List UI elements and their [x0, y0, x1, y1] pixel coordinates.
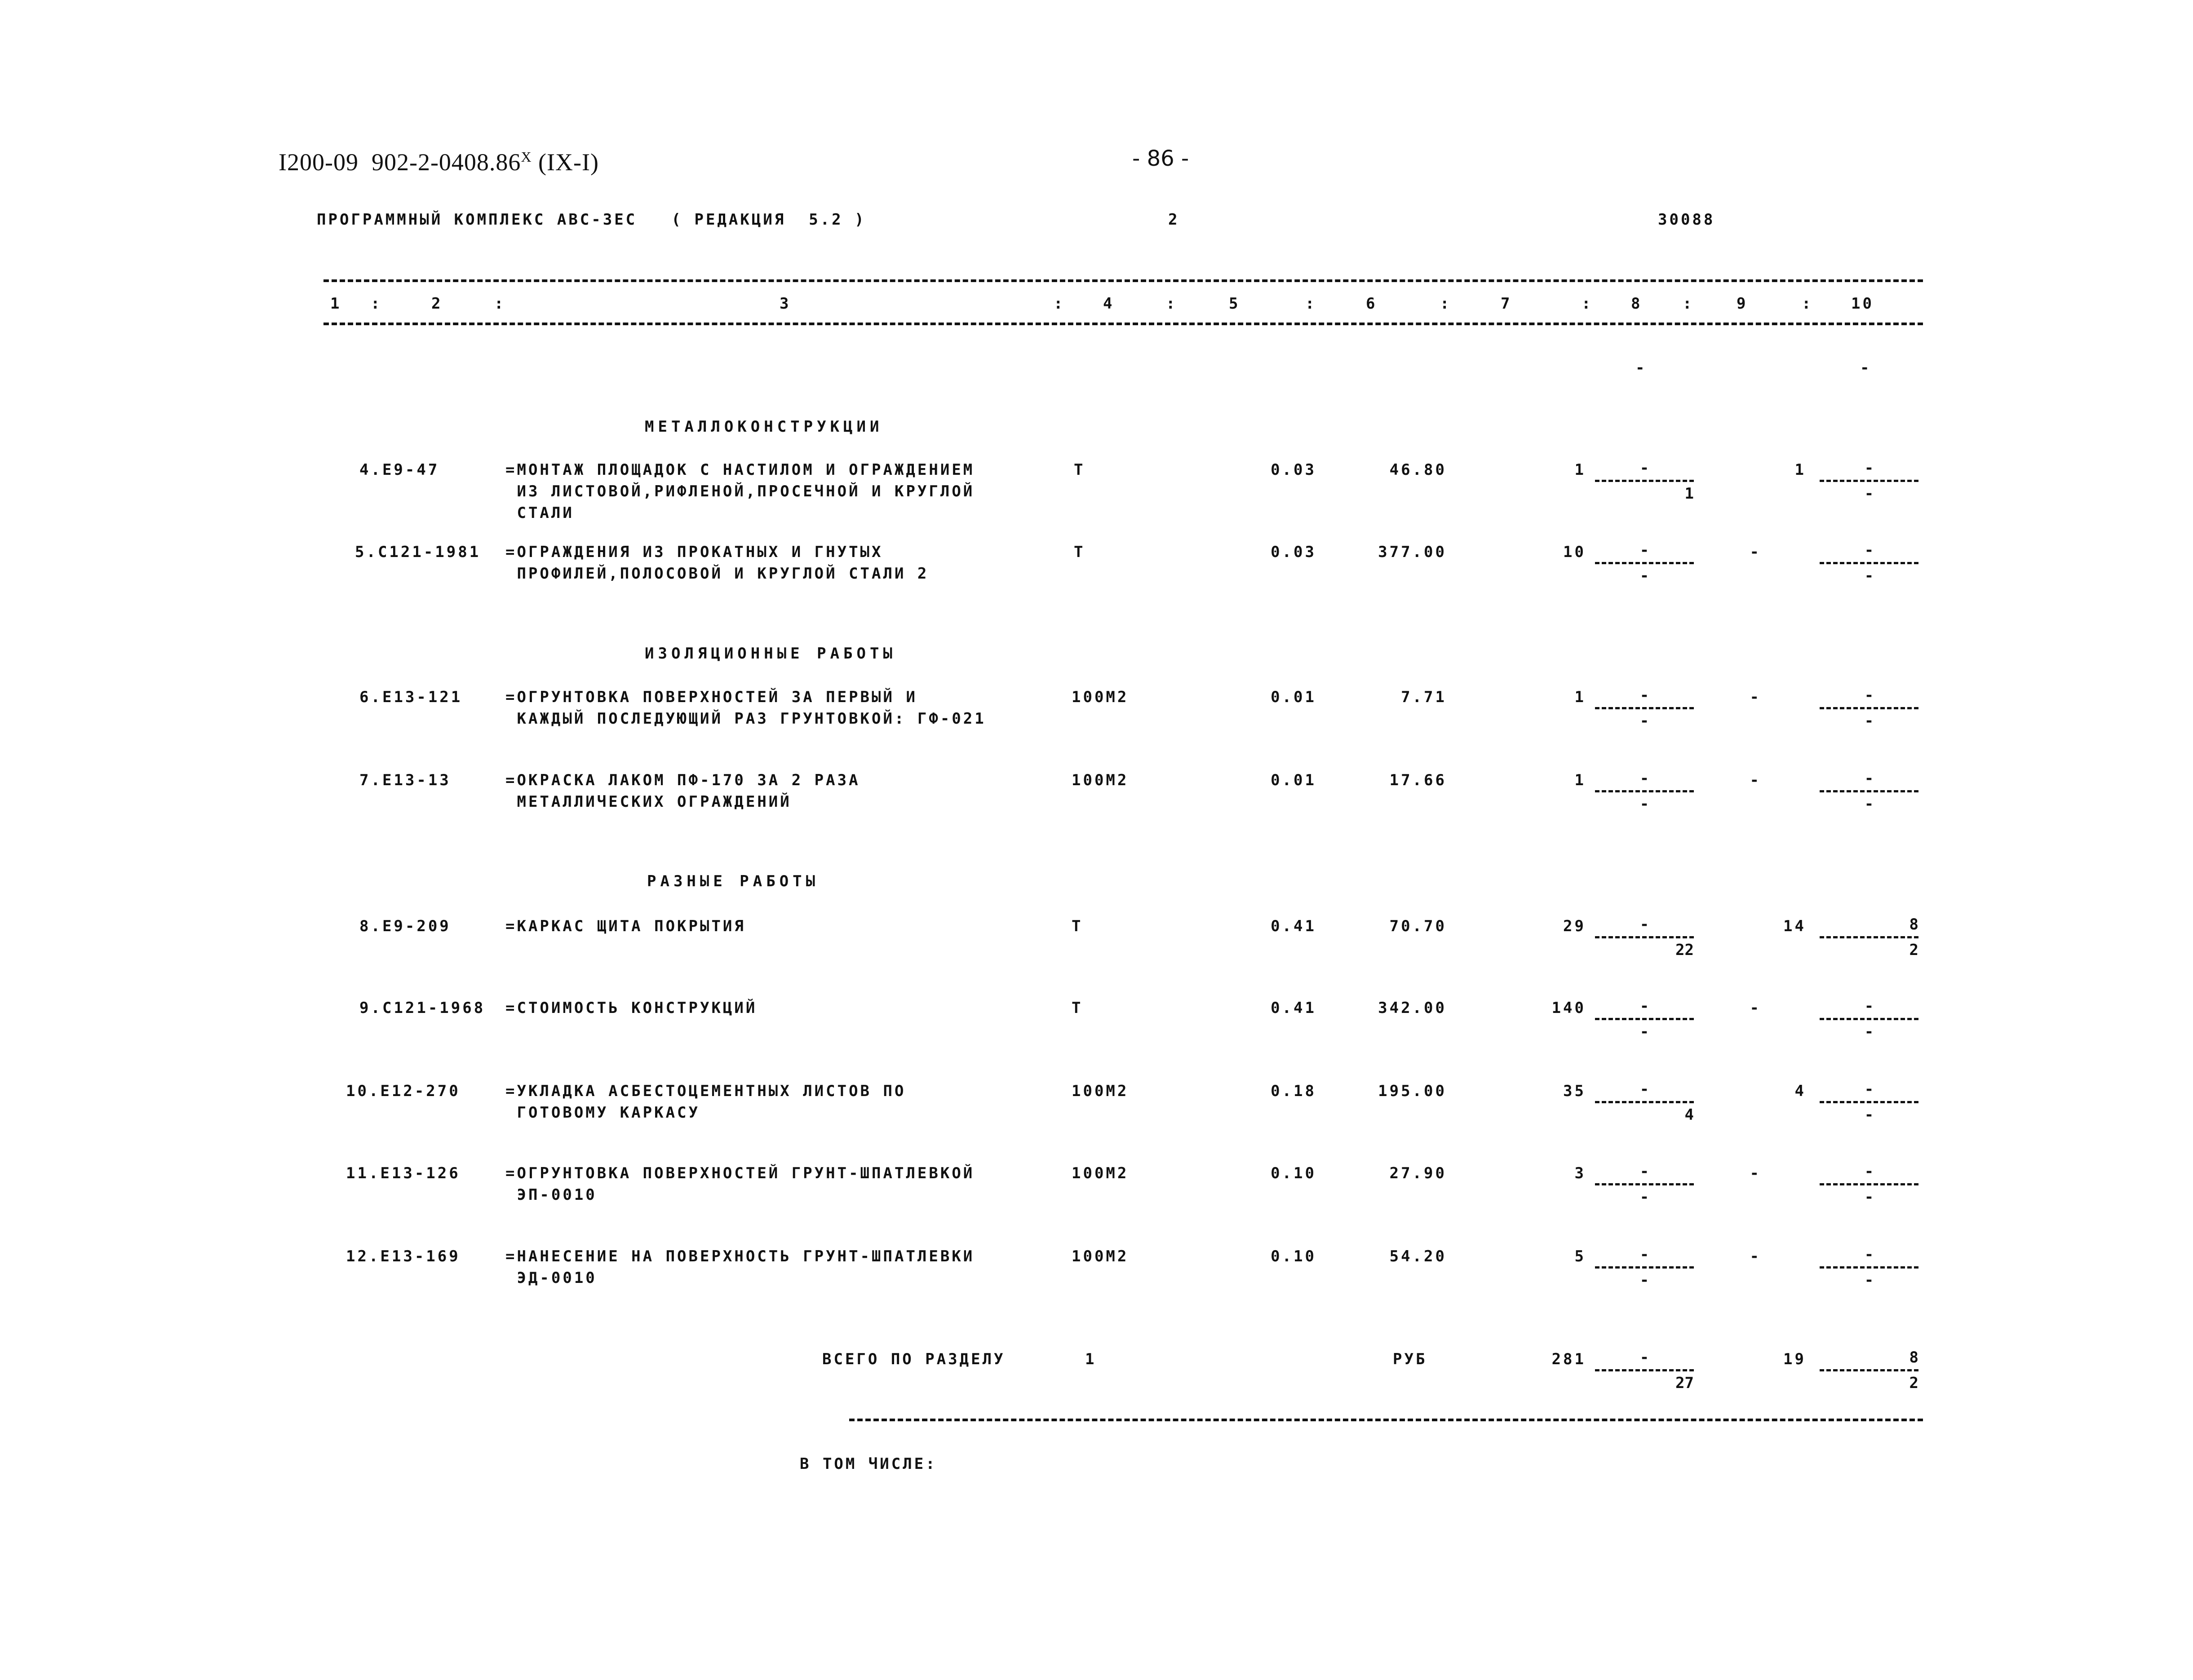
fraction-bottom: -: [1864, 1023, 1874, 1041]
row-price: 27.90: [1389, 1164, 1447, 1182]
row-qty: 0.41: [1271, 999, 1316, 1017]
row-code: 9.С121-1968: [359, 999, 486, 1017]
row-col9: -: [1750, 1247, 1761, 1265]
fraction-top: -: [1639, 997, 1649, 1015]
fraction-line: [1595, 562, 1694, 564]
total-label: ВСЕГО ПО РАЗДЕЛУ: [822, 1350, 1006, 1368]
row-code: 11.Е13-126: [346, 1164, 461, 1182]
fraction-bottom: -: [1639, 795, 1649, 813]
fraction-line: [1595, 1266, 1694, 1269]
row-price: 7.71: [1401, 688, 1447, 706]
row-unit: 100М2: [1072, 771, 1129, 789]
row-code: 12.Е13-169: [346, 1247, 461, 1265]
row-qty: 0.03: [1271, 543, 1316, 561]
col-sep: :: [1166, 295, 1178, 313]
row-unit: 100М2: [1072, 1164, 1129, 1182]
col-9: 9: [1737, 295, 1748, 313]
row-unit: Т: [1074, 543, 1085, 561]
row-col8-fraction: [1595, 1246, 1694, 1289]
fraction-top: -: [1864, 769, 1874, 787]
fraction-top: -: [1864, 541, 1874, 559]
row-desc: ИЗ ЛИСТОВОЙ,РИФЛЕНОЙ,ПРОСЕЧНОЙ И КРУГЛОЙ: [505, 482, 975, 500]
footer-text: В ТОМ ЧИСЛЕ:: [800, 1455, 937, 1473]
section-title: РАЗНЫЕ РАБОТЫ: [647, 872, 820, 890]
top-dash-10: -: [1860, 359, 1872, 377]
total-col7: 281: [1551, 1350, 1586, 1368]
section-title: МЕТАЛЛОКОНСТРУКЦИИ: [645, 418, 883, 436]
fraction-line: [1820, 936, 1918, 938]
fraction-top: -: [1864, 459, 1874, 477]
row-qty: 0.01: [1271, 688, 1316, 706]
row-col9: 4: [1794, 1082, 1806, 1100]
program-title: ПРОГРАММНЫЙ КОМПЛЕКС АВС-3ЕС ( РЕДАКЦИЯ 5.2 ): [317, 211, 866, 229]
row-col8-fraction: [1595, 1080, 1694, 1124]
fraction-top: 8: [1909, 1348, 1918, 1366]
row-desc: =КАРКАС ЩИТА ПОКРЫТИЯ: [505, 917, 746, 935]
row-col10-fraction: [1820, 769, 1918, 813]
top-dash-8: -: [1635, 359, 1647, 377]
row-qty: 0.03: [1271, 461, 1316, 479]
total-col9: 19: [1783, 1350, 1806, 1368]
fraction-top: -: [1864, 686, 1874, 704]
fraction-bottom: -: [1864, 795, 1874, 813]
col-sep: :: [1683, 295, 1694, 313]
fraction-top: -: [1639, 915, 1649, 933]
row-unit: Т: [1072, 999, 1083, 1017]
fraction-line: [1820, 480, 1918, 482]
fraction-bottom: -: [1639, 1188, 1649, 1206]
row-price: 70.70: [1389, 917, 1447, 935]
row-total: 35: [1563, 1082, 1586, 1100]
row-col9: -: [1750, 1164, 1761, 1182]
fraction-top: -: [1639, 686, 1649, 704]
fraction-line: [1595, 790, 1694, 792]
row-desc: =УКЛАДКА АСБЕСТОЦЕМЕНТНЫХ ЛИСТОВ ПО: [505, 1082, 906, 1100]
fraction-line: [1820, 562, 1918, 564]
row-code: 4.Е9-47: [359, 461, 440, 479]
row-total: 10: [1563, 543, 1586, 561]
row-price: 46.80: [1389, 461, 1447, 479]
col-5: 5: [1229, 295, 1240, 313]
fraction-top: -: [1864, 1163, 1874, 1180]
row-col10-fraction: [1820, 686, 1918, 730]
total-col6: РУБ: [1393, 1350, 1427, 1368]
row-total: 5: [1574, 1247, 1586, 1265]
fraction-bottom: -: [1864, 567, 1874, 585]
row-code: 5.С121-1981: [355, 543, 481, 561]
row-desc: =ОГРУНТОВКА ПОВЕРХНОСТЕЙ ЗА ПЕРВЫЙ И: [505, 688, 917, 706]
row-unit: 100М2: [1072, 688, 1129, 706]
fraction-line: [1820, 1183, 1918, 1185]
row-col9: -: [1750, 688, 1761, 706]
row-total: 1: [1574, 771, 1586, 789]
fraction-bottom: -: [1639, 1271, 1649, 1289]
fraction-bottom: -: [1864, 485, 1874, 503]
doc-code-tail: (IX-I): [532, 149, 599, 176]
fraction-top: -: [1639, 1246, 1649, 1264]
row-col10-fraction: [1820, 1246, 1918, 1289]
row-col8-fraction: [1595, 997, 1694, 1041]
fraction-top: -: [1864, 997, 1874, 1015]
row-col9: -: [1750, 543, 1761, 561]
col-10: 10: [1851, 295, 1874, 313]
row-price: 195.00: [1378, 1082, 1447, 1100]
row-col8-fraction: [1595, 541, 1694, 585]
row-desc: =ОКРАСКА ЛАКОМ ПФ-170 ЗА 2 РАЗА: [505, 771, 860, 789]
row-desc: ГОТОВОМУ КАРКАСУ: [505, 1104, 700, 1122]
col-sep: :: [371, 295, 382, 313]
header-rule-top: [323, 279, 1923, 282]
row-unit: 100М2: [1072, 1247, 1129, 1265]
fraction-bottom: -: [1864, 1271, 1874, 1289]
row-qty: 0.41: [1271, 917, 1316, 935]
row-col8-fraction: [1595, 915, 1694, 959]
row-desc: ПРОФИЛЕЙ,ПОЛОСОВОЙ И КРУГЛОЙ СТАЛИ 2: [505, 565, 929, 583]
total-col8-fraction: [1595, 1348, 1694, 1392]
fraction-line: [1595, 1018, 1694, 1020]
doc-code-text: I200-09 902-2-0408.86: [279, 149, 521, 176]
document-code: [279, 148, 599, 176]
row-qty: 0.10: [1271, 1247, 1316, 1265]
fraction-line: [1595, 1183, 1694, 1185]
fraction-line: [1820, 790, 1918, 792]
row-desc: МЕТАЛЛИЧЕСКИХ ОГРАЖДЕНИЙ: [505, 793, 792, 811]
row-col10-fraction: [1820, 541, 1918, 585]
fraction-bottom: -: [1639, 1023, 1649, 1041]
header-rule-bottom: [323, 323, 1923, 325]
col-8: 8: [1631, 295, 1643, 313]
col-7: 7: [1501, 295, 1512, 313]
row-col9: -: [1750, 771, 1761, 789]
row-desc: =ОГРУНТОВКА ПОВЕРХНОСТЕЙ ГРУНТ-ШПАТЛЕВКОЙ: [505, 1164, 975, 1182]
row-col10-fraction: [1820, 1163, 1918, 1206]
fraction-line: [1820, 1018, 1918, 1020]
section-title: ИЗОЛЯЦИОННЫЕ РАБОТЫ: [645, 645, 896, 663]
col-6: 6: [1366, 295, 1378, 313]
row-desc: СТАЛИ: [505, 504, 574, 522]
row-total: 29: [1563, 917, 1586, 935]
col-sep: :: [1582, 295, 1593, 313]
row-desc: =СТОИМОСТЬ КОНСТРУКЦИЙ: [505, 999, 758, 1017]
row-price: 342.00: [1378, 999, 1447, 1017]
total-col4: 1: [1085, 1350, 1097, 1368]
row-total: 3: [1574, 1164, 1586, 1182]
fraction-line: [1595, 480, 1694, 482]
col-sep: :: [1054, 295, 1065, 313]
row-desc: КАЖДЫЙ ПОСЛЕДУЮЩИЙ РАЗ ГРУНТОВКОЙ: ГФ-021: [505, 710, 986, 728]
row-price: 17.66: [1389, 771, 1447, 789]
fraction-top: -: [1864, 1246, 1874, 1264]
col-3: 3: [780, 295, 791, 313]
fraction-top: -: [1639, 769, 1649, 787]
row-unit: Т: [1072, 917, 1083, 935]
row-unit: 100М2: [1072, 1082, 1129, 1100]
row-col10-fraction: [1820, 459, 1918, 503]
fraction-top: -: [1639, 1080, 1649, 1098]
col-1: 1: [330, 295, 342, 313]
col-4: 4: [1103, 295, 1115, 313]
row-desc: ЭП-0010: [505, 1186, 597, 1204]
fraction-line: [1820, 707, 1918, 709]
fraction-line: [1595, 1101, 1694, 1103]
doc-code-superscript: X: [521, 149, 532, 165]
fraction-line: [1820, 1266, 1918, 1269]
fraction-line: [1820, 1369, 1918, 1371]
col-sep: :: [1305, 295, 1317, 313]
row-qty: 0.18: [1271, 1082, 1316, 1100]
fraction-top: -: [1639, 459, 1649, 477]
row-desc: =НАНЕСЕНИЕ НА ПОВЕРХНОСТЬ ГРУНТ-ШПАТЛЕВКИ: [505, 1247, 975, 1265]
row-code: 10.Е12-270: [346, 1082, 461, 1100]
fraction-bottom: 2: [1909, 941, 1918, 959]
page-number: - 86 -: [1132, 146, 1189, 171]
row-total: 1: [1574, 461, 1586, 479]
row-qty: 0.10: [1271, 1164, 1316, 1182]
row-code: 7.Е13-13: [359, 771, 451, 789]
row-total: 1: [1574, 688, 1586, 706]
fraction-bottom: 4: [1684, 1106, 1694, 1124]
row-price: 377.00: [1378, 543, 1447, 561]
row-col8-fraction: [1595, 1163, 1694, 1206]
fraction-top: 8: [1909, 915, 1918, 933]
col-2: 2: [431, 295, 443, 313]
fraction-top: -: [1639, 541, 1649, 559]
col-sep: :: [1802, 295, 1813, 313]
col-sep: :: [494, 295, 506, 313]
row-desc: =МОНТАЖ ПЛОЩАДОК С НАСТИЛОМ И ОГРАЖДЕНИЕМ: [505, 461, 975, 479]
fraction-bottom: -: [1639, 712, 1649, 730]
fraction-bottom: 1: [1684, 485, 1694, 503]
row-price: 54.20: [1389, 1247, 1447, 1265]
fraction-line: [1595, 707, 1694, 709]
fraction-bottom: -: [1864, 712, 1874, 730]
fraction-bottom: 2: [1909, 1374, 1918, 1392]
row-code: 6.Е13-121: [359, 688, 463, 706]
total-rule: [849, 1419, 1923, 1421]
row-unit: Т: [1074, 461, 1085, 479]
fraction-bottom: -: [1864, 1188, 1874, 1206]
row-qty: 0.01: [1271, 771, 1316, 789]
row-desc: =ОГРАЖДЕНИЯ ИЗ ПРОКАТНЫХ И ГНУТЫХ: [505, 543, 883, 561]
fraction-line: [1595, 936, 1694, 938]
row-col9: 1: [1794, 461, 1806, 479]
row-col8-fraction: [1595, 459, 1694, 503]
col-sep: :: [1440, 295, 1452, 313]
row-col8-fraction: [1595, 769, 1694, 813]
fraction-top: -: [1639, 1348, 1649, 1366]
row-col9: -: [1750, 999, 1761, 1017]
row-col10-fraction: [1820, 997, 1918, 1041]
row-col8-fraction: [1595, 686, 1694, 730]
row-total: 140: [1551, 999, 1586, 1017]
row-desc: ЭД-0010: [505, 1269, 597, 1287]
program-mid: 2: [1168, 211, 1180, 229]
fraction-line: [1595, 1369, 1694, 1371]
row-code: 8.Е9-209: [359, 917, 451, 935]
fraction-top: -: [1639, 1163, 1649, 1180]
row-col9: 14: [1783, 917, 1806, 935]
fraction-bottom: -: [1639, 567, 1649, 585]
program-code: 30088: [1658, 211, 1715, 229]
fraction-line: [1820, 1101, 1918, 1103]
fraction-bottom: -: [1864, 1106, 1874, 1124]
total-col10-fraction: [1820, 1348, 1918, 1392]
row-col10-fraction: [1820, 1080, 1918, 1124]
fraction-bottom: 22: [1675, 941, 1694, 959]
fraction-top: -: [1864, 1080, 1874, 1098]
row-col10-fraction: [1820, 915, 1918, 959]
fraction-bottom: 27: [1675, 1374, 1694, 1392]
